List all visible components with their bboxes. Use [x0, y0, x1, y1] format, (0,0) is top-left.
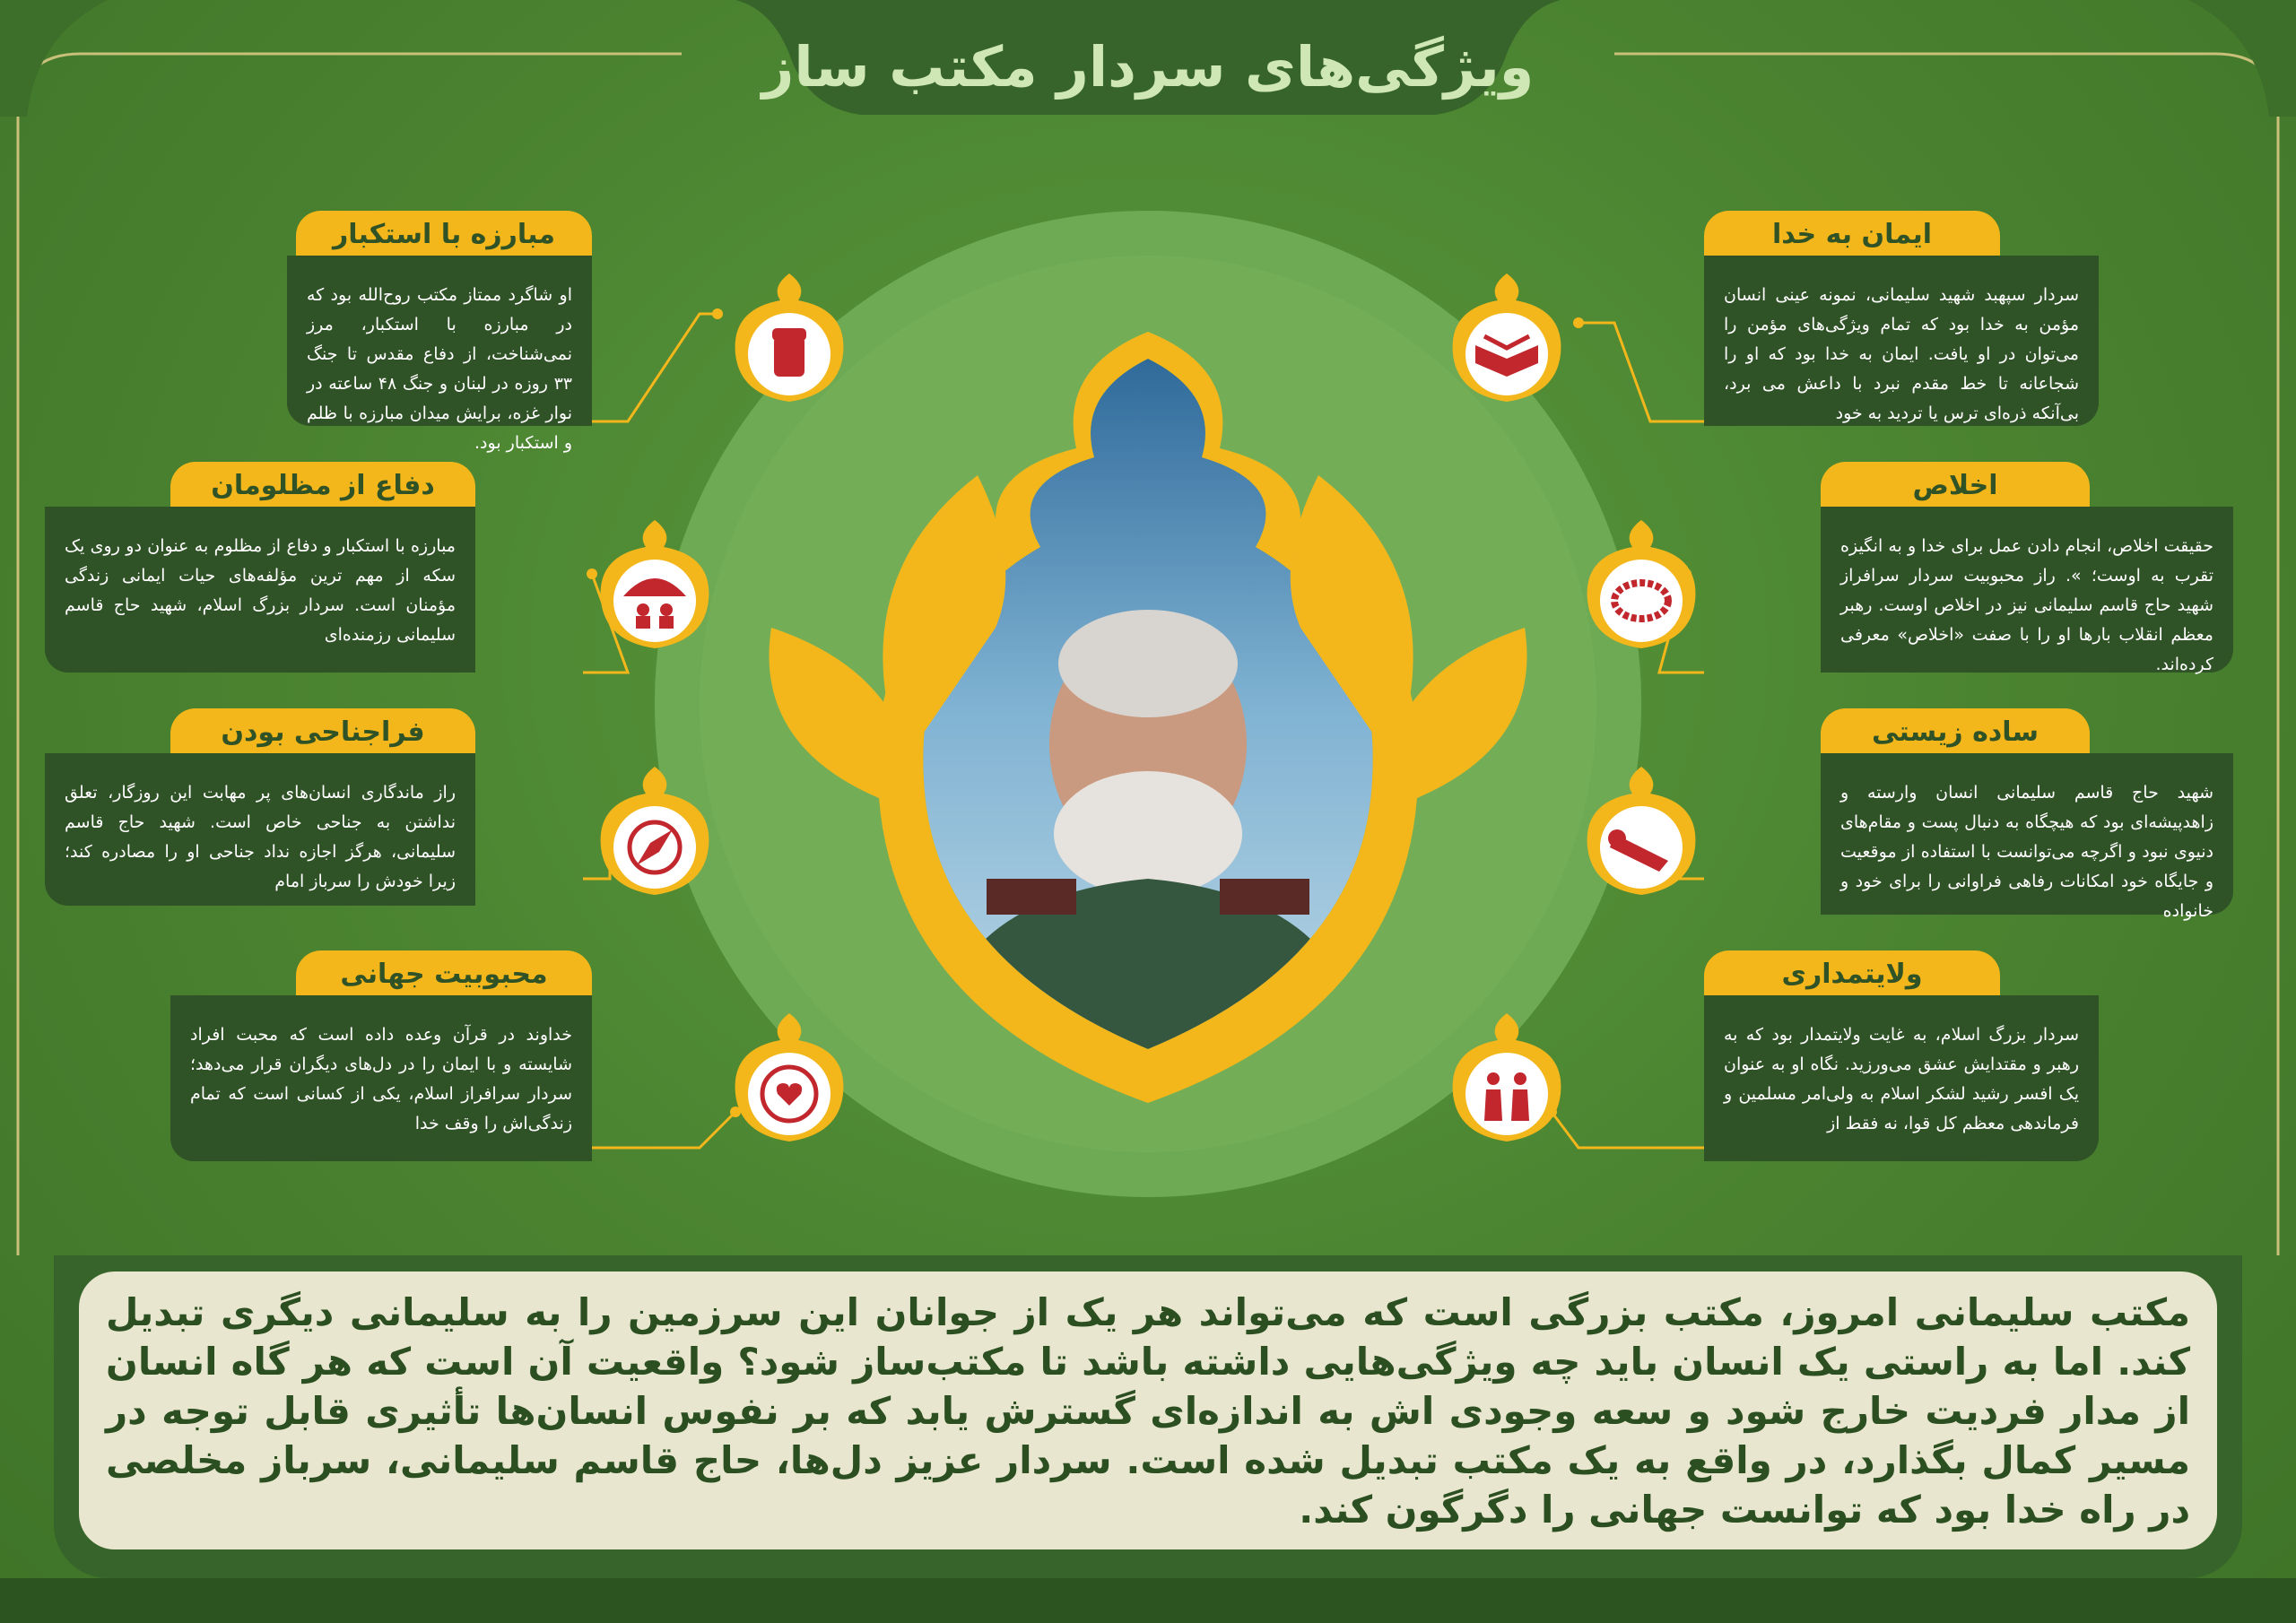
card-simple-living — [1821, 753, 2233, 921]
card-text: شهید حاج قاسم سلیمانی انسان وارسته و زاهدپیشه‌ای بود که هیچگاه به دنبال پست و مقام‌های دنیوی نبود و اگرچه می‌توانست با استفاده از موقعیت و جایگاه خود امکانات رفاهی فراوانی را برای خود و خانواده — [1840, 783, 2213, 921]
quran-icon — [1439, 269, 1574, 404]
card-text: خداوند در قرآن وعده داده است که محبت افراد شایسته و با ایمان را در دل‌های دیگران قرار می‌دهد؛ سردار سرافراز اسلام، یکی از کسانی است که تمام زندگی‌اش را وقف خدا — [190, 1025, 572, 1133]
card-title-faith: ایمان به خدا — [1704, 211, 2000, 259]
card-defend-oppressed — [45, 507, 475, 673]
card-title-sincerity: اخلاص — [1821, 462, 2090, 510]
bottom-paragraph: مکتب سلیمانی امروز، مکتب بزرگی است که می‌تواند هر یک از جوانان این سرزمین را به سلیمانی دیگری تبدیل کند. اما به راستی یک انسان باید چه ویژگی‌هایی داشته باشد تا مکتب‌ساز شود؟ واقعیت آن است که هر گاه انسان از مدار فردیت خارج شود و سعه وجودی اش به اندازه‌ای گسترش یابد که بر نفوس انسان‌ها تأثیری قابل توجه در مسیر کمال بگذارد، در واقع به یک مکتب تبدیل شده است. سردار عزیز دل‌ها، حاج قاسم سلیمانی، سرباز مخلصی در راه خدا بود که توانست جهانی را دگرگون کند. — [106, 1290, 2190, 1532]
card-fight-arrogance — [287, 256, 592, 453]
raised-fist-icon — [722, 269, 857, 404]
card-text: او شاگرد ممتاز مکتب روح‌الله بود که در مبارزه با استکبار، مرز نمی‌شناخت، از دفاع مقدس تا جنگ ۳۳ روزه در لبنان و جنگ ۴۸ ساعته در نوار غزه، برایش میدان مبارزه با ظلم و استکبار بود. — [307, 285, 572, 453]
card-guardianship — [1704, 995, 2099, 1161]
rolled-rug-icon — [1574, 762, 1709, 897]
card-title-global-love: محبوبیت جهانی — [296, 950, 592, 999]
card-title-guardianship: ولایتمداری — [1704, 950, 2000, 999]
leader-soldier-icon — [1439, 1009, 1574, 1143]
card-title-fight-arrogance: مبارزه با استکبار — [296, 211, 592, 259]
card-text: سردار بزرگ اسلام، به غایت ولایتمدار بود که به رهبر و مقتدایش عشق می‌ورزید. نگاه او به عنوان یک افسر رشید لشکر اسلام به ولی‌امر مسلمین و فرماندهی معظم کل قوا، نه فقط از — [1724, 1025, 2079, 1133]
prayer-beads-icon — [1574, 516, 1709, 650]
card-non-partisan — [45, 753, 475, 906]
card-global-love — [170, 995, 592, 1161]
compass-icon — [587, 762, 722, 897]
page-title: ویژگی‌های سردار مکتب ساز — [761, 34, 1535, 100]
footer-band — [0, 1578, 2296, 1623]
card-text: حقیقت اخلاص، انجام دادن عمل برای خدا و به انگیزه تقرب به اوست؛ ». راز محبوبیت سردار سرافراز شهید حاج قاسم سلیمانی نیز در اخلاص اوست. رهبر معظم انقلاب بارها او را با صفت «اخلاص» معرفی کرده‌اند. — [1840, 536, 2213, 674]
globe-heart-icon — [722, 1009, 857, 1143]
card-text: سردار سپهبد شهید سلیمانی، نمونه عینی انسان مؤمن به خدا بود که تمام ویژگی‌های مؤمن را می‌توان در او یافت. ایمان به خدا بود که او را شجاعانه تا خط مقدم نبرد با داعش می برد، بی‌آنکه ذره‌ای ترس یا تردید به خود — [1724, 285, 2079, 423]
card-title-simple-living: ساده زیستی — [1821, 708, 2090, 757]
card-faith — [1704, 256, 2099, 426]
card-text: مبارزه با استکبار و دفاع از مظلوم به عنوان دو روی یک سکه از مهم ترین مؤلفه‌های حیات ایمانی زندگی مؤمنان است. سردار بزرگ اسلام، شهید حاج قاسم سلیمانی رزمنده‌ای — [65, 536, 456, 645]
card-text: راز ماندگاری انسان‌های پر مهابت این روزگار، تعلق نداشتن به جناحی خاص است. شهید حاج قاسم سلیمانی، هرگز اجازه نداد جناحی او را مصادره کند؛ زیرا خودش را سرباز امام — [65, 783, 456, 891]
card-title-non-partisan: فراجناحی بودن — [170, 708, 475, 757]
umbrella-people-icon — [587, 516, 722, 650]
card-sincerity — [1821, 507, 2233, 673]
card-title-defend-oppressed: دفاع از مظلومان — [170, 462, 475, 510]
